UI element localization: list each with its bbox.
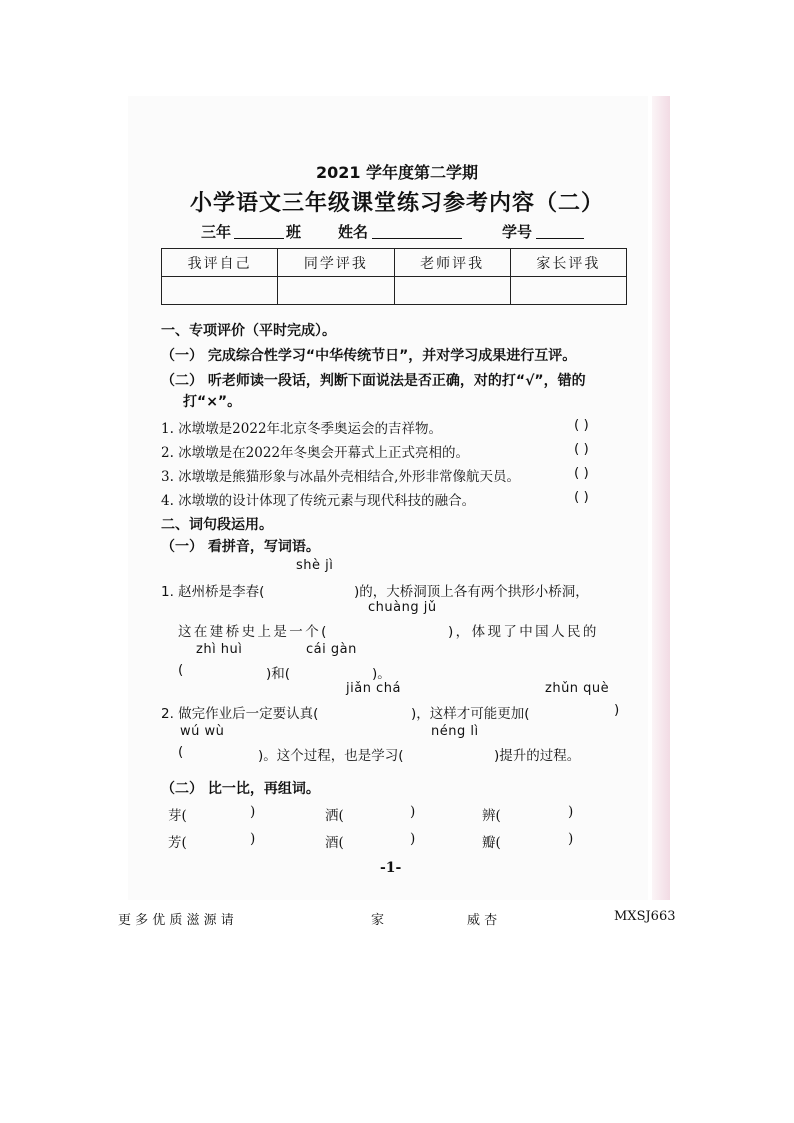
answer-slot-2[interactable]: ( ) xyxy=(574,441,589,457)
number-blank[interactable] xyxy=(536,238,584,239)
q2-text-c: ) xyxy=(614,702,620,718)
pinyin-zhunque: zhǔn què xyxy=(545,681,610,696)
class-suffix: 班 xyxy=(286,223,302,241)
section2-heading: 二、词句段运用。 xyxy=(161,517,273,533)
q2-text-b: )，这样才可能更加( xyxy=(411,706,530,722)
eval-header-classmate: 同学评我 xyxy=(278,249,394,277)
section1-item2-line2: 打“×”。 xyxy=(183,394,242,410)
answer-slot-1[interactable]: ( ) xyxy=(574,417,589,433)
q2-text-d: ( xyxy=(178,744,184,760)
name-label: 姓名 xyxy=(338,223,369,241)
compare-close: ) xyxy=(410,804,416,820)
section2-sub1-heading: （一） 看拼音，写词语。 xyxy=(161,539,320,555)
statement-4: 4. 冰墩墩的设计体现了传统元素与现代科技的融合。 xyxy=(161,493,476,509)
eval-header-self: 我评自己 xyxy=(162,249,278,277)
compare-fang: 芳( xyxy=(168,835,187,851)
pinyin-sheji: shè jì xyxy=(296,558,334,573)
term-title: 2021 学年度第二学期 xyxy=(315,163,479,182)
compare-close: ) xyxy=(568,804,574,820)
compare-jiu: 酒( xyxy=(325,835,344,851)
statement-3: 3. 冰墩墩是熊猫形象与冰晶外壳相结合,外形非常像航天员。 xyxy=(161,469,520,485)
compare-close: ) xyxy=(250,804,256,820)
q1-text-c: 这在建桥史上是一个( xyxy=(178,624,329,640)
pinyin-nengli: néng lì xyxy=(431,724,479,739)
compare-ya: 芽( xyxy=(168,808,187,824)
answer-slot-3[interactable]: ( ) xyxy=(574,465,589,481)
class-prefix: 三年 xyxy=(201,223,232,241)
q2-text-e: )。这个过程，也是学习( xyxy=(258,748,404,764)
pinyin-zhihui: zhì huì xyxy=(196,642,243,657)
section1-item2-line1: （二） 听老师读一段话，判断下面说法是否正确，对的打“√”，错的 xyxy=(161,373,586,389)
section1-heading: 一、专项评价（平时完成）。 xyxy=(161,323,336,339)
pinyin-jiancha: jiǎn chá xyxy=(346,681,401,696)
q1-text-e: ( xyxy=(178,662,184,678)
eval-header-teacher: 老师评我 xyxy=(394,249,510,277)
q1-text-b: )的，大桥洞顶上各有两个拱形小桥洞， xyxy=(354,584,589,600)
compare-close: ) xyxy=(568,831,574,847)
eval-cell-self[interactable] xyxy=(162,277,278,305)
q1-text-f: )和( xyxy=(266,666,291,682)
footer-word1: 家 xyxy=(371,913,385,928)
compare-sa: 洒( xyxy=(325,808,344,824)
section2-sub2-heading: （二） 比一比，再组词。 xyxy=(161,781,320,797)
q2-text-f: )提升的过程。 xyxy=(494,748,581,764)
eval-cell-classmate[interactable] xyxy=(278,277,394,305)
section1-item1: （一） 完成综合性学习“中华传统节日”，并对学习成果进行互评。 xyxy=(161,348,577,364)
q1-text-a: 1. 赵州桥是李春( xyxy=(161,584,265,600)
name-blank[interactable] xyxy=(372,238,462,239)
number-label: 学号 xyxy=(502,223,533,241)
eval-cell-teacher[interactable] xyxy=(394,277,510,305)
page-number: -1- xyxy=(380,860,402,876)
q1-text-g: )。 xyxy=(372,666,391,682)
footer-text: 更 多 优 质 滋 源 请 xyxy=(118,913,234,928)
page-title: 小学语文三年级课堂练习参考内容（二） xyxy=(189,191,604,216)
pinyin-caigan: cái gàn xyxy=(306,642,357,657)
eval-cell-parent[interactable] xyxy=(510,277,626,305)
footer-code: MXSJ663 xyxy=(614,909,676,924)
footer-word2: 威 杏 xyxy=(467,913,498,928)
pinyin-wuwu: wú wù xyxy=(180,724,225,739)
statement-1: 1. 冰墩墩是2022年北京冬季奥运会的吉祥物。 xyxy=(161,421,443,437)
compare-close: ) xyxy=(410,831,416,847)
pinyin-chuangju: chuàng jǔ xyxy=(368,600,437,615)
statement-2: 2. 冰墩墩是在2022年冬奥会开幕式上正式亮相的。 xyxy=(161,445,470,461)
compare-close: ) xyxy=(250,831,256,847)
eval-header-parent: 家长评我 xyxy=(510,249,626,277)
q1-text-d: )，体现了中国人民的 xyxy=(448,624,599,640)
answer-slot-4[interactable]: ( ) xyxy=(574,489,589,505)
evaluation-table xyxy=(161,248,627,305)
compare-ban: 瓣( xyxy=(482,835,501,851)
class-blank[interactable] xyxy=(234,238,284,239)
q2-text-a: 2. 做完作业后一定要认真( xyxy=(161,706,319,722)
compare-bian: 辨( xyxy=(482,808,501,824)
